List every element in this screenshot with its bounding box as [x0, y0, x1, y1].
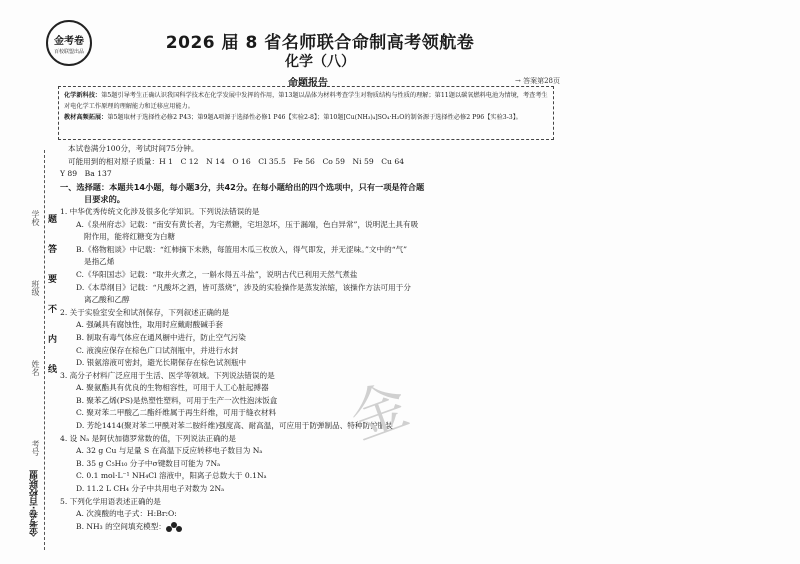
- question-stem: 2. 关于实验室安全和试剂保存，下列叙述正确的是: [60, 307, 230, 317]
- binding-field-label: 学校: [31, 210, 40, 226]
- report-paragraph: [64, 112, 548, 123]
- question-option: A. 次溴酸的电子式：H:Br:O:: [76, 509, 177, 519]
- binding-field-label: 姓名: [31, 360, 40, 376]
- report-box: [58, 86, 554, 140]
- question-option: 附作用，能将红糖变为白糖: [84, 232, 176, 242]
- exam-title: 2026 届 8 省名师联合命制高考领航卷: [165, 33, 475, 53]
- intro-score: 本试卷满分100分，考试时间75分钟。: [68, 144, 199, 153]
- option-text: B. NH₃ 的空间填充模型：: [76, 521, 166, 531]
- question-stem: 1. 中华优秀传统文化涉及很多化学知识。下列说法错误的是: [60, 206, 260, 216]
- question-option: B. 制取有毒气体应在通风橱中进行，防止空气污染: [76, 332, 246, 342]
- question-option: A. 聚氨酯具有优良的生物相容性，可用于人工心脏起搏器: [76, 383, 269, 393]
- binding-field-label: 班级: [31, 280, 40, 296]
- exam-subtitle: 化学（八）: [285, 54, 355, 70]
- question-option: C. 液溴应保存在棕色广口试剂瓶中，并进行水封: [76, 345, 239, 355]
- section-heading-cont: 目要求的。: [84, 194, 125, 205]
- cut-line: [44, 150, 45, 550]
- question-option: [60, 521, 580, 534]
- question-option: B. 35 g C₅H₁₀ 分子中σ键数目可能为 7Nₐ: [76, 458, 221, 468]
- binding-char: 题: [48, 215, 58, 225]
- binding-char: 答: [48, 245, 58, 255]
- answer-page-ref: → 答案第28页: [515, 77, 560, 85]
- brand-logo: [46, 20, 92, 66]
- report-label: 化学新科技：: [64, 92, 102, 99]
- question-option: 离乙酸和乙醇: [84, 295, 130, 305]
- report-paragraph: [64, 90, 548, 112]
- question-option: C.《华阳国志》记载：“取井火煮之，一斛水得五斗盐”，说明古代已利用天然气煮盐: [76, 269, 358, 279]
- question-stem: 3. 高分子材料广泛应用于生活、医学等领域。下列说法错误的是: [60, 370, 275, 380]
- binding-field-label: 考号: [31, 440, 40, 456]
- nh3-space-filling-model-icon: [166, 522, 182, 532]
- binding-brand: 金考卷·百校联盟: [30, 470, 40, 537]
- question-option: C. 聚对苯二甲酸乙二酯纤维属于再生纤维，可用于缝衣材料: [76, 408, 277, 418]
- question-option: D. 银氨溶液可密封，避光长期保存在棕色试剂瓶中: [76, 358, 247, 368]
- report-label: 教材高频拓展：: [64, 114, 108, 121]
- question-option: B. 聚苯乙烯(PS)是热塑性塑料，可用于生产一次性泡沫饭盒: [76, 395, 278, 405]
- binding-char: 线: [48, 365, 58, 375]
- question-option: B.《格物粗谈》中记载：“红柿摘下未熟，每篮用木瓜三枚放入，得气即发，并无涩味。”文中的“气”: [76, 244, 408, 254]
- question-option: A. 32 g Cu 与足量 S 在高温下反应转移电子数目为 Nₐ: [76, 446, 263, 456]
- report-title: 命题报告: [288, 78, 328, 89]
- logo-subtext: 百校联盟出品: [53, 48, 84, 55]
- binding-char: 内: [48, 335, 58, 345]
- question-option: C. 0.1 mol·L⁻¹ NH₄Cl 溶液中，阳离子总数大于 0.1Nₐ: [76, 471, 267, 481]
- intro-atomic-masses: 可能用到的相对原子质量：H 1 C 12 N 14 O 16 Cl 35.5 Fe 56 Co 59 Ni 59 Cu 64: [68, 156, 405, 166]
- intro-atomic-masses-cont: Y 89 Ba 137: [60, 169, 112, 179]
- report-text: 第5题取材于选择性必修2 P43；第9题A项源于选择性必修1 P46【实验2-8】；第10题[Cu(NH₃)₄]SO₄·H₂O的制备源于选择性必修2 P96【实验3-3】。: [107, 114, 522, 121]
- question-stem: 4. 设 Nₐ 是阿伏加德罗常数的值，下列说法正确的是: [60, 433, 236, 443]
- question-option: D. 11.2 L CH₄ 分子中共用电子对数为 2Nₐ: [76, 484, 225, 494]
- watermark: 金: [342, 372, 417, 453]
- question-option: 是指乙烯: [84, 257, 115, 267]
- binding-char: 要: [48, 275, 58, 285]
- question-option: D.《本草纲目》记载：“凡酸坏之酒，皆可蒸烧”，涉及的实验操作是蒸发浓缩，该操作方法可用于分: [76, 282, 411, 292]
- section-heading: 一、选择题：本题共14小题，每小题3分，共42分。在每小题给出的四个选项中，只有一项是符合题: [60, 181, 425, 192]
- question-option: D. 芳纶1414(聚对苯二甲酰对苯二胺纤维)强度高、耐高温，可应用于防弹制品、特种防护服装: [76, 421, 393, 431]
- report-text: 第5题引导考生正确认识我国科学技术在化学发展中发挥的作用，第13题以晶体为材料考查学生对物质结构与性质的理解；第11题以碳氧燃料电池为情境，考查考生对电化学工作原理的理解能力和迁移应用能力。: [64, 92, 548, 110]
- question-option: A.《泉州府志》记载：“南安有黄长者，为宅煮糖，宅坦忽坏，压于漏端，色白异常”，说明泥土具有吸: [76, 219, 419, 229]
- logo-text: 金考卷: [54, 35, 84, 47]
- exam-content: [60, 143, 580, 533]
- question-option: A. 强碱具有腐蚀性，取用时应戴耐酸碱手套: [76, 320, 223, 330]
- binding-char: 不: [48, 305, 58, 315]
- question-stem: 5. 下列化学用语表述正确的是: [60, 496, 161, 506]
